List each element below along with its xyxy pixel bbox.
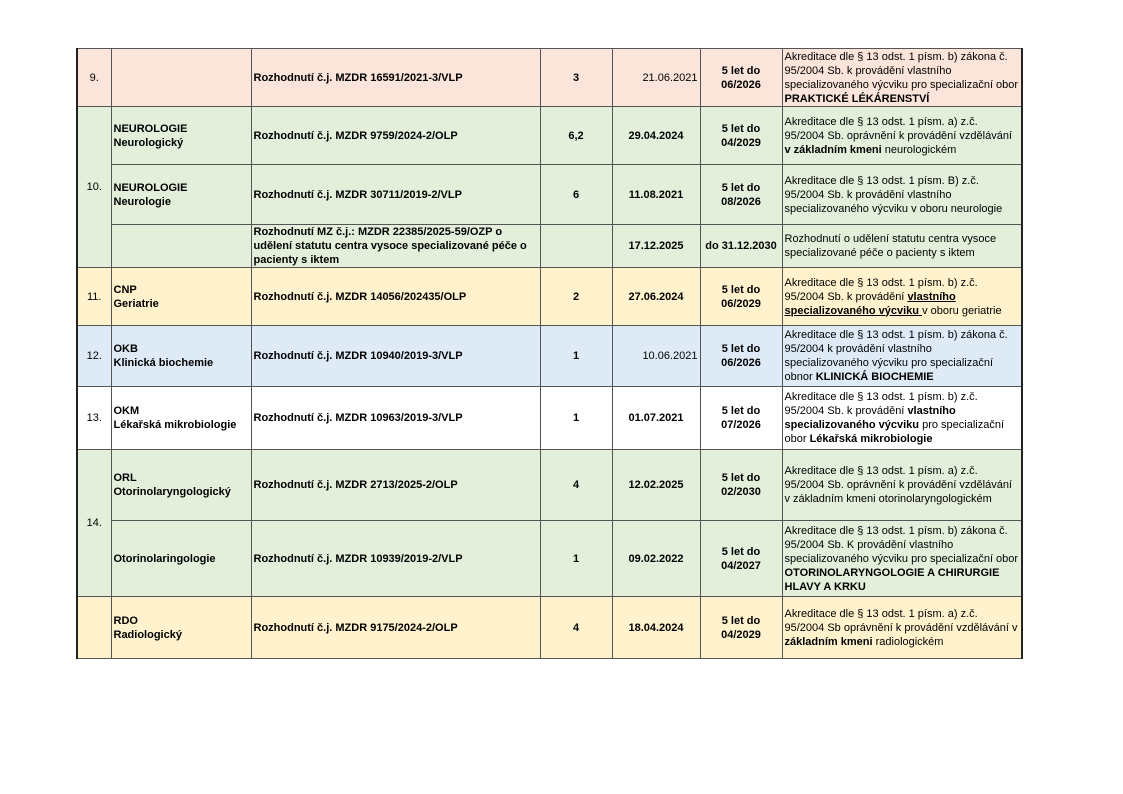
table-row [77, 597, 1022, 659]
validity-cell: 5 let do 06/2026 [700, 326, 782, 387]
validity-cell: 5 let do 04/2029 [700, 597, 782, 659]
row-number: 11. [77, 268, 111, 326]
decision-cell: Rozhodnutí č.j. MZDR 9759/2024-2/OLP [251, 107, 540, 165]
table-row [77, 107, 1022, 165]
department-cell [111, 49, 251, 107]
validity-cell: 5 let do 02/2030 [700, 450, 782, 521]
department-cell: OKM Lékařská mikrobiologie [111, 387, 251, 450]
description-cell: Akreditace dle § 13 odst. 1 písm. B) z.č. 95/2004 Sb. k provádění vlastního specializovaného výcviku v oboru neurologie [782, 165, 1022, 225]
count-cell: 1 [540, 521, 612, 597]
department-cell: NEUROLOGIE Neurologický [111, 107, 251, 165]
department-cell: CNP Geriatrie [111, 268, 251, 326]
row-number: 12. [77, 326, 111, 387]
row-number: 9. [77, 49, 111, 107]
decision-cell: Rozhodnutí č.j. MZDR 2713/2025-2/OLP [251, 450, 540, 521]
table-row [77, 450, 1022, 521]
description-cell: Akreditace dle § 13 odst. 1 písm. a) z.č. 95/2004 Sb oprávnění k provádění vzdělávání v základním kmeni radiologickém [782, 597, 1022, 659]
accreditation-table [76, 48, 1023, 659]
row-number: 10. [77, 107, 111, 268]
decision-cell: Rozhodnutí č.j. MZDR 16591/2021-3/VLP [251, 49, 540, 107]
table-row [77, 268, 1022, 326]
validity-cell: 5 let do 07/2026 [700, 387, 782, 450]
validity-cell: 5 let do 06/2026 [700, 49, 782, 107]
date-cell: 09.02.2022 [612, 521, 700, 597]
decision-cell: Rozhodnutí č.j. MZDR 9175/2024-2/OLP [251, 597, 540, 659]
table-row [77, 49, 1022, 107]
department-cell [111, 225, 251, 268]
description-cell: Akreditace dle § 13 odst. 1 písm. b) zákona č. 95/2004 k provádění vlastního specializovaného výcviku pro specializační obnor KLINICKÁ BIOCHEMIE [782, 326, 1022, 387]
count-cell: 1 [540, 326, 612, 387]
row-number: 13. [77, 387, 111, 450]
count-cell: 4 [540, 597, 612, 659]
department-cell: NEUROLOGIE Neurologie [111, 165, 251, 225]
table-row [77, 387, 1022, 450]
count-cell: 3 [540, 49, 612, 107]
description-cell: Akreditace dle § 13 odst. 1 písm. b) zákona č. 95/2004 Sb. k provádění vlastního specializovaného výcviku pro specializační obor PRAKTICKÉ LÉKÁRENSTVÍ [782, 49, 1022, 107]
department-cell: Otorinolaringologie [111, 521, 251, 597]
date-cell: 10.06.2021 [612, 326, 700, 387]
count-cell: 2 [540, 268, 612, 326]
row-number: 14. [77, 450, 111, 597]
description-cell: Rozhodnutí o udělení statutu centra vysoce specializované péče o pacienty s iktem [782, 225, 1022, 268]
validity-cell: 5 let do 08/2026 [700, 165, 782, 225]
validity-cell: 5 let do 04/2029 [700, 107, 782, 165]
date-cell: 18.04.2024 [612, 597, 700, 659]
department-cell: ORL Otorinolaryngologický [111, 450, 251, 521]
row-number [77, 597, 111, 659]
decision-cell: Rozhodnutí č.j. MZDR 14056/202435/OLP [251, 268, 540, 326]
description-cell: Akreditace dle § 13 odst. 1 písm. a) z.č. 95/2004 Sb. oprávnění k provádění vzdělávání v základním kmeni otorinolaryngologickém [782, 450, 1022, 521]
count-cell: 6 [540, 165, 612, 225]
validity-cell: do 31.12.2030 [700, 225, 782, 268]
description-cell: Akreditace dle § 13 odst. 1 písm. b) z.č. 95/2004 Sb. k provádění vlastního specializovaného výcviku v oboru geriatrie [782, 268, 1022, 326]
table-row [77, 521, 1022, 597]
count-cell: 1 [540, 387, 612, 450]
date-cell: 29.04.2024 [612, 107, 700, 165]
decision-cell: Rozhodnutí č.j. MZDR 10963/2019-3/VLP [251, 387, 540, 450]
validity-cell: 5 let do 04/2027 [700, 521, 782, 597]
date-cell: 12.02.2025 [612, 450, 700, 521]
department-cell: OKB Klinická biochemie [111, 326, 251, 387]
count-cell: 6,2 [540, 107, 612, 165]
date-cell: 11.08.2021 [612, 165, 700, 225]
department-cell: RDO Radiologický [111, 597, 251, 659]
description-cell: Akreditace dle § 13 odst. 1 písm. a) z.č. 95/2004 Sb. oprávnění k provádění vzdělávání v základním kmeni neurologickém [782, 107, 1022, 165]
count-cell: 4 [540, 450, 612, 521]
table-row [77, 165, 1022, 225]
decision-cell: Rozhodnutí č.j. MZDR 30711/2019-2/VLP [251, 165, 540, 225]
date-cell: 21.06.2021 [612, 49, 700, 107]
date-cell: 27.06.2024 [612, 268, 700, 326]
description-cell: Akreditace dle § 13 odst. 1 písm. b) zákona č. 95/2004 Sb. K provádění vlastního specializovaného výcviku pro specializační obor OTORINOLARYNGOLOGIE A CHIRURGIE HLAVY A KRKU [782, 521, 1022, 597]
date-cell: 17.12.2025 [612, 225, 700, 268]
table-row [77, 326, 1022, 387]
decision-cell: Rozhodnutí č.j. MZDR 10939/2019-2/VLP [251, 521, 540, 597]
validity-cell: 5 let do 06/2029 [700, 268, 782, 326]
count-cell [540, 225, 612, 268]
date-cell: 01.07.2021 [612, 387, 700, 450]
decision-cell: Rozhodnutí MZ č.j.: MZDR 22385/2025-59/OZP o udělení statutu centra vysoce specializované péče o pacienty s iktem [251, 225, 540, 268]
table-row [77, 225, 1022, 268]
description-cell: Akreditace dle § 13 odst. 1 písm. b) z.č. 95/2004 Sb. k provádění vlastního specializovaného výcviku pro specializační obor Lékařská mikrobiologie [782, 387, 1022, 450]
decision-cell: Rozhodnutí č.j. MZDR 10940/2019-3/VLP [251, 326, 540, 387]
